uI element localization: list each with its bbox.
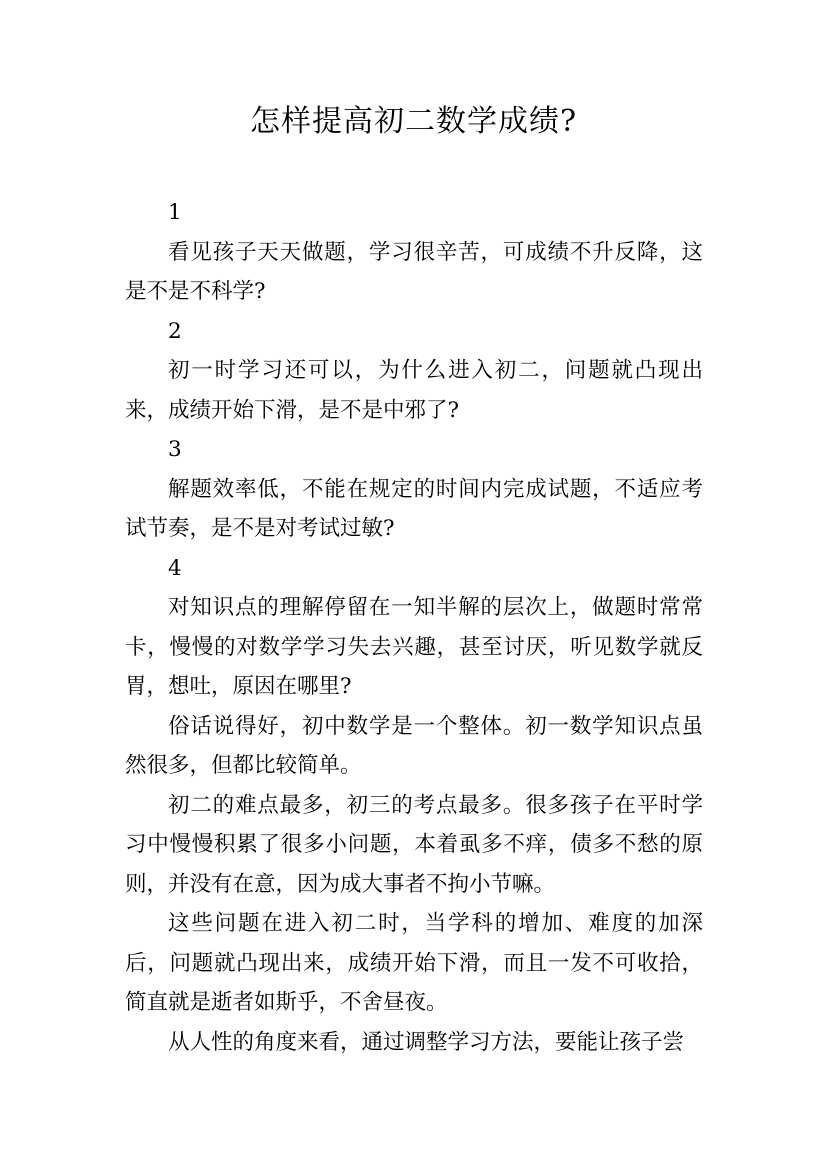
paragraph-marker-4: 4 [168, 555, 182, 581]
paragraph: 初二的难点最多，初三的考点最多。很多孩子在平时学习中慢慢积累了很多小问题，本着虱多不痒，债多不愁的原则，并没有在意，因为成大事者不拘小节嘛。 [125, 792, 703, 897]
paragraph: 俗话说得好，初中数学是一个整体。初一数学知识点虽然很多，但都比较简单。 [125, 713, 703, 778]
paragraph: 从人性的角度来看，通过调整学习方法，要能让孩子尝 [168, 1029, 685, 1055]
paragraph-marker-1: 1 [168, 200, 182, 225]
paragraph: 对知识点的理解停留在一知半解的层次上，做题时常常卡，慢慢的对数学学习失去兴趣，甚至讨厌，听见数学就反胃，想吐，原因在哪里? [125, 595, 703, 699]
paragraph: 这些问题在进入初二时，当学科的增加、难度的加深后，问题就凸现出来，成绩开始下滑，而且一发不可收拾，简直就是逝者如斯乎，不舍昼夜。 [125, 911, 703, 1015]
paragraph: 初一时学习还可以，为什么进入初二，问题就凸现出来，成绩开始下滑，是不是中邪了? [125, 358, 703, 423]
document-body [125, 193, 703, 1062]
paragraph-marker-3: 3 [168, 437, 182, 462]
paragraph-marker-2: 2 [168, 318, 182, 344]
paragraph: 解题效率低，不能在规定的时间内完成试题，不适应考试节奏，是不是对考试过敏? [125, 476, 703, 541]
document-title: 怎样提高初二数学成绩? [249, 104, 578, 139]
paragraph: 看见孩子天天做题，学习很辛苦，可成绩不升反降，这是不是不科学? [125, 239, 703, 304]
